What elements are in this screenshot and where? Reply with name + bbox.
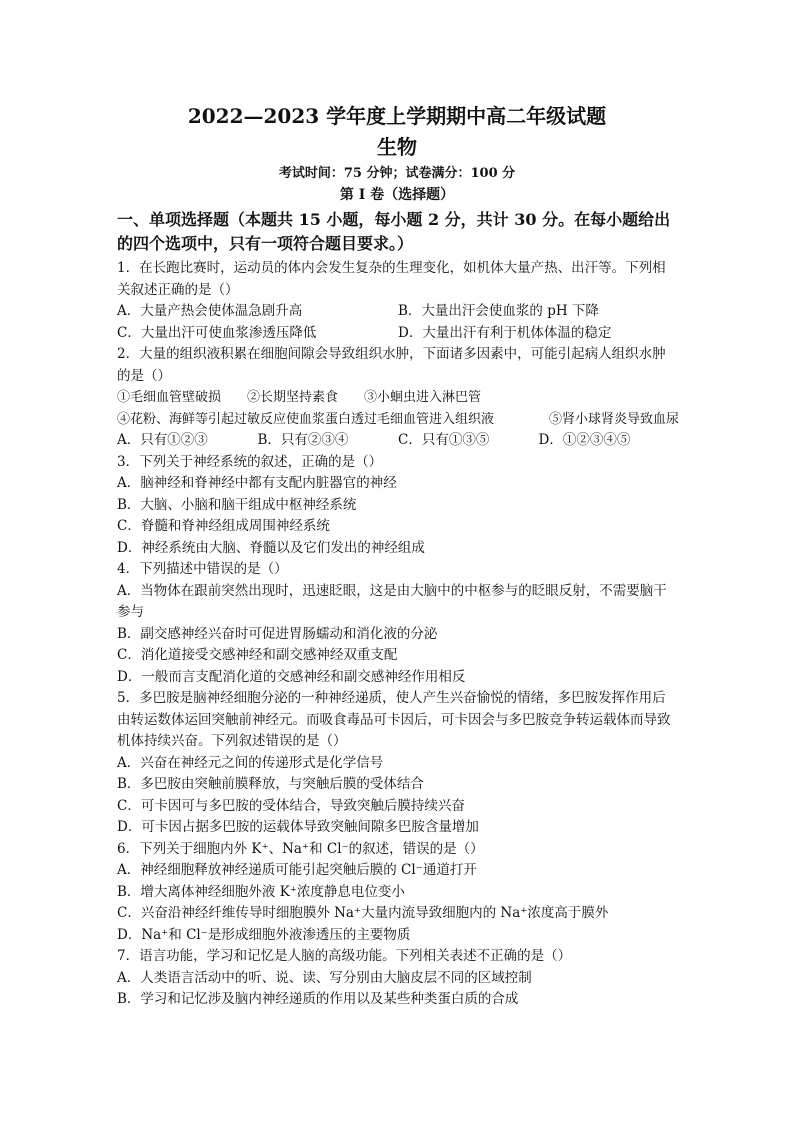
q5-option-a: A．兴奋在神经元之间的传递形式是化学信号 xyxy=(117,754,384,771)
question-2-items-row-1 xyxy=(117,387,679,409)
question-2-options xyxy=(117,430,679,452)
q1-option-d: D．大量出汗有利于机体体温的稳定 xyxy=(398,324,612,341)
question-4-stem: 4．下列描述中错误的是（） xyxy=(117,561,288,577)
q1-option-b: B．大量出汗会使血浆的 pH 下降 xyxy=(398,303,599,319)
q4-option-a: A．当物体在跟前突然出现时，迅速眨眼，这是由大脑中的中枢参与的眨眼反射，不需要脑干参与 xyxy=(117,582,667,620)
question-2-items-row-2 xyxy=(117,409,679,431)
q5-option-c: C．可卡因可与多巴胺的受体结合，导致突触后膜持续兴奋 xyxy=(117,797,465,814)
q5-option-d: D．可卡因占据多巴胺的运载体导致突触间隙多巴胺含量增加 xyxy=(117,819,479,835)
q7-option-b: B．学习和记忆涉及脑内神经递质的作用以及某些种类蛋白质的合成 xyxy=(117,991,519,1007)
question-5-stem: 5．多巴胺是脑神经细胞分泌的一种神经递质，使人产生兴奋愉悦的情绪，多巴胺发挥作用后由转运数体运回突触前神经元。而吸食毒品可卡因后，可卡因会与多巴胺竞争转运载体而导致机体持续兴奋。下列叙述错误的是（） xyxy=(117,690,671,749)
q6-option-b: B．增大离体神经细胞外液 K⁺浓度静息电位变小 xyxy=(117,883,405,900)
q6-option-d: D．Na⁺和 Cl⁻是形成细胞外液渗透压的主要物质 xyxy=(117,926,411,943)
q2-item-3: ③小蛔虫进入淋巴管 xyxy=(364,390,482,405)
question-6-stem: 6．下列关于细胞内外 K⁺、Na⁺和 Cl⁻的叙述，错误的是（） xyxy=(117,840,484,857)
q4-option-d: D．一般而言支配消化道的交感神经和副交感神经作用相反 xyxy=(117,668,466,685)
question-1-stem: 1．在长跑比赛时，运动员的体内会发生复杂的生理变化，如机体大量产热、出汗等。下列相关叙述正确的是（） xyxy=(117,260,666,298)
section-title: 一、单项选择题（本题共 15 小题，每小题 2 分，共计 30 分。在每小题给出的四个选项中，只有一项符合题目要求。） xyxy=(117,210,671,253)
q6-option-a: A．神经细胞释放神经递质可能引起突触后膜的 Cl⁻通道打开 xyxy=(117,862,477,878)
question-1-options-row-1 xyxy=(117,301,679,323)
q2-item-5: ⑤肾小球肾炎导致血尿 xyxy=(548,411,679,427)
q3-option-c: C．脊髓和脊神经组成周围神经系统 xyxy=(117,518,330,534)
q2-option-b: B．只有②③④ xyxy=(257,432,349,448)
question-7-stem: 7．语言功能，学习和记忆是人脑的高级功能。下列相关表述不正确的是（） xyxy=(117,948,572,964)
q2-item-4: ④花粉、海鲜等引起过敏反应使血浆蛋白透过毛细血管进入组织液 xyxy=(117,411,495,427)
exam-info: 考试时间：75 分钟；试卷满分：100 分 xyxy=(278,166,516,181)
q5-option-b: B．多巴胺由突触前膜释放，与突触后膜的受体结合 xyxy=(117,776,424,792)
q3-option-d: D．神经系统由大脑、脊髓以及它们发出的神经组成 xyxy=(117,539,425,556)
q2-option-a: A．只有①②③ xyxy=(117,432,208,448)
q3-option-b: B．大脑、小脑和脑干组成中枢神经系统 xyxy=(117,496,357,513)
q2-item-1: ①毛细血管壁破损 xyxy=(117,390,222,405)
q1-option-a: A．大量产热会使体温急剧升高 xyxy=(117,303,303,319)
q2-option-d: D．①②③④⑤ xyxy=(538,432,631,448)
exam-title: 2022—2023 学年度上学期期中高二年级试题 xyxy=(187,104,607,128)
question-list xyxy=(117,258,679,1011)
q3-option-a: A．脑神经和脊神经中都有支配内脏器官的神经 xyxy=(117,475,397,491)
q2-option-c: C．只有①③⑤ xyxy=(398,432,490,448)
q4-option-b: B．副交感神经兴奋时可促进胃肠蠕动和消化液的分泌 xyxy=(117,625,438,642)
q2-item-2: ②长期坚持素食 xyxy=(247,390,339,405)
q6-option-c: C．兴奋沿神经纤维传导时细胞膜外 Na⁺大量内流导致细胞内的 Na⁺浓度高于膜外 xyxy=(117,905,609,921)
q4-option-c: C．消化道接受交感神经和副交感神经双重支配 xyxy=(117,647,398,663)
q1-option-c: C．大量出汗可使血浆渗透压降低 xyxy=(117,324,317,341)
question-3-stem: 3．下列关于神经系统的叙述，正确的是（） xyxy=(117,453,383,470)
subject-title: 生物 xyxy=(377,135,417,159)
part-title: 第 I 卷（选择题） xyxy=(339,187,455,203)
q7-option-a: A．人类语言活动中的听、说、读、写分别由大脑皮层不同的区域控制 xyxy=(117,969,532,986)
question-1-options-row-2 xyxy=(117,323,679,345)
question-2-stem: 2．大量的组织液积累在细胞间隙会导致组织水肿，下面诸多因素中，可能引起病人组织水肿的是（） xyxy=(117,346,666,384)
